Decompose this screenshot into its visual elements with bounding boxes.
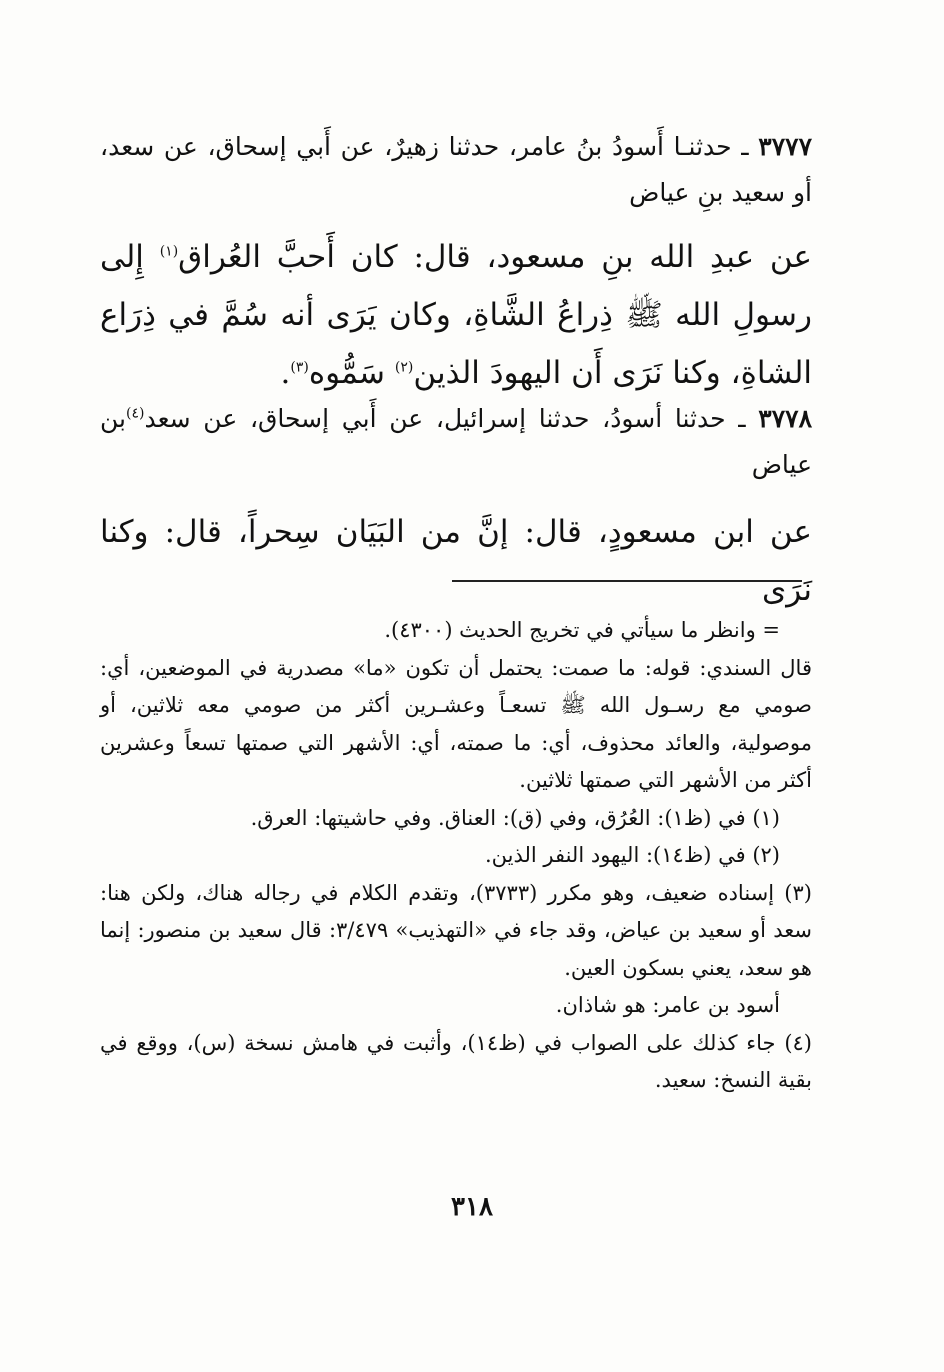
footnote-continuation: = وانظر ما سيأتي في تخريج الحديث (٤٣٠٠). <box>384 618 780 642</box>
footnote-1: (١) في (ظ١): العُرُق، وفي (ق): العناق. وفي حاشيتها: العرق. <box>250 805 780 830</box>
footnote-2: (٢) في (ظ١٤): اليهود النفر الذين. <box>484 843 780 867</box>
hadith-3778-chain-text-2: بن عياض <box>100 404 812 479</box>
hadith-3778-chain-text-1: ـ حدثنا أسودُ، حدثنا إسرائيل، عن أَبي إسحاق، عن سعد <box>144 404 759 433</box>
hadith-3777-matn-part2: إِلى رسولِ الله ﷺ ذِراعُ الشَّاةِ، وكان يَرَى أنه سُمَّ في ذِرَاع الشاةِ، وكنا نَرَى أَن اليهودَ الذين <box>100 239 812 391</box>
footnote-ref-4: (٤) <box>126 405 145 422</box>
footnote-3: (٣) إسناده ضعيف، وهو مكرر (٣٧٣٣)، وتقدم الكلام في رجاله هناك، ولكن هنا: سعد أو سعيد بن عياض، وقد جاء في «التهذيب» ٣/٤٧٩: قال سعيد بن منصور: إنما هو سعد، يعني بسكون العين. <box>100 880 812 980</box>
footnotes-section <box>100 612 812 1100</box>
hadith-3778-matn-text: عن ابن مسعودٍ، قال: إنَّ من البَيَان سِحراً، قال: وكنا نَرَى <box>100 514 812 608</box>
hadith-3777-matn-part4: . <box>280 355 291 391</box>
footnote-ref-1: (١) <box>159 243 179 260</box>
hadith-3778-matn <box>100 503 812 619</box>
footnote-sindi: قال السندي: قوله: ما صمت: يحتمل أن تكون «ما» مصدرية في الموضعين، أي: صومي مع رسـول الله ﷺ تسعـاً وعشـرين أكثر من صومي معه ثلاثين، أو موصولية، والعائد محذوف، أي: ما صمته، أي: الأشهر التي صمتها تسعاً وعشرين أكثر من الأشهر التي صمتها ثلاثين. <box>100 655 812 792</box>
page-number: ٣١٨ <box>451 1192 493 1222</box>
hadith-3777-chain-text: ـ حدثنـا أَسودُ بنُ عامر، حدثنا زهيرٌ، عن أَبي إسحاق، عن سعد، أو سعيد بنِ عياض <box>100 132 812 207</box>
hadith-3777-chain <box>100 124 812 216</box>
footnote-ref-3: (٣) <box>290 359 309 376</box>
hadith-3777-number: ٣٧٧٧ <box>758 132 812 161</box>
footnote-4: (٤) جاء كذلك على الصواب في (ظ١٤)، وأثبت في هامش نسخة (س)، ووقع في بقية النسخ: سعيد. <box>100 1030 812 1092</box>
hadith-3777-matn <box>100 228 812 402</box>
footnote-3-continuation: أسود بن عامر: هو شاذان. <box>555 993 780 1017</box>
hadith-3777-matn-part1: عن عبدِ الله بنِ مسعود، قال: كان أَحبَّ العُراق <box>178 239 812 275</box>
hadith-3778-chain <box>100 396 812 488</box>
hadith-3777-matn-part3: سَمُّوه <box>308 355 395 391</box>
hadith-3778-number: ٣٧٧٨ <box>758 404 812 433</box>
footnote-ref-2: (٢) <box>394 359 414 376</box>
footnote-separator <box>452 580 802 582</box>
